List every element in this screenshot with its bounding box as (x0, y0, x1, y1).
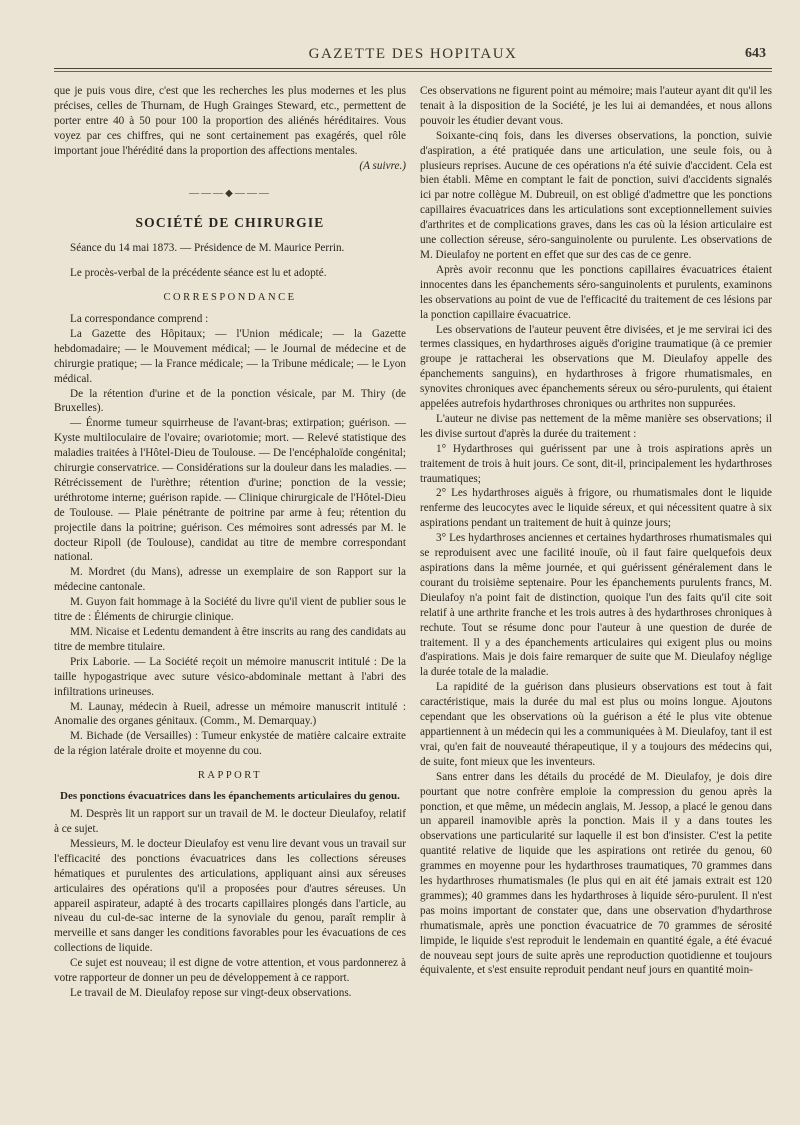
correspondence-heading: CORRESPONDANCE (163, 292, 297, 304)
rapport-heading: RAPPORT (197, 770, 263, 782)
nicaise-entry: MM. Nicaise et Ledentu demandent à être inscrits au rang des candidats au titre de membre titulaire. (54, 626, 406, 653)
paragraph-8: 3° Les hydarthroses anciennes et certaines hydarthroses rhumatismales qui se reproduisent avec une facilité inouïe, où il faut faire quelquefois deux aspirations dans la même journée, et qui guérissent généralement dans le courant du troisième septenaire. Pour les épanchements purulents francs, M. Dieulafoy n'a point fait de distinction, quoique l'un des faits qu'il cite soit relatif à une arthrite franche et les trois autres à des hydarthroses chroniques à rechute. Tout se résume donc pour l'auteur à une question de durée de traitement. Il y a des épanchements articulaires qui exigent plus ou moins d'aspirations. Mais je dois faire remarquer de suite que M. Dieulafoy néglige la durée totale de la maladie. (420, 532, 772, 679)
left-column (54, 84, 406, 1001)
mordret-entry: M. Mordret (du Mans), adresse un exemplaire de son Rapport sur la médecine cantonale. (54, 566, 406, 594)
page-number: 643 (745, 46, 766, 61)
correspondence-intro: La correspondance comprend : (70, 312, 209, 325)
header-rule (54, 68, 772, 69)
messieurs-paragraph: Messieurs, M. le docteur Dieulafoy est venu lire devant vous un travail sur l'efficacité des ponctions évacuatrices dans les collections séreuses hématiques et purulentes des articulations, appliquant ainsi aux séreuses articulaires des opérations qu'il a proposées pour d'autres séreuses. Un appareil aspirateur, adapté à des trocarts capillaires plongés dans l'article, au niveau du cul-de-sac interne de la synoviale du genou, paraît remplir à merveille et sans danger les conditions favorables pour les évacuations de ces collections de liquide. (54, 837, 406, 955)
continuation-note: (A suivre.) (359, 159, 406, 172)
paragraph-7: 2° Les hydarthroses aiguës à frigore, ou rhumatismales dont le liquide renferme des leucocytes avec le liquide séreux, et qui nécessitent quatre à six aspirations pendant un traitement de huit à quinze jours; (420, 487, 772, 530)
despres-entry: M. Desprès lit un rapport sur un travail de M. le docteur Dieulafoy, relatif à ce sujet. (54, 808, 406, 835)
minutes-line: Le procès-verbal de la précédente séance est lu et adopté. (70, 267, 327, 280)
running-head (54, 46, 772, 68)
ripoll-entry: — Énorme tumeur squirrheuse de l'avant-bras; extirpation; guérison. — Kyste multiloculaire de l'ovaire; ovariotomie; mort. — Relevé statistique des maladies traitées à l'Hôtel-Dieu de Toulouse. — De l'encéphaloïde congénital; chirurgie conservatrice. — Considérations sur la douleur dans les maladies. — Rétrécissement de l'urèthre; rétention d'urine; ponction de la vessie; uréthrotome interne; guérison rapide. — Clinique chirurgicale de l'Hôtel-Dieu de Toulouse. — Plaie pénétrante de poitrine par arme à feu; rétention du projectile dans la poitrine; guérison. Ces mémoires sont adressés par M. le docteur Ripoll (de Toulouse), candidat au titre de membre correspondant national. (54, 417, 406, 564)
bichade-entry: M. Bichade (de Versailles) : Tumeur enkystée de matière calcaire extraite de la région latérale droite et moyenne du cou. (54, 730, 406, 758)
running-title: GAZETTE DES HOPITAUX (308, 46, 518, 62)
paragraph-9: La rapidité de la guérison dans plusieurs observations est tout à fait caractéristique, mais la durée du mal est plus ou moins longue. Ajoutons cependant que les observations où la guérison a été le plus vite obtenue appartiennent à un médecin qui les a communiquées à M. Dieulafoy, tant il est vrai, qu'en fait de nouveauté thérapeutique, il y a toujours des médecins qui, de suite, font mieux que les inventeurs. (420, 681, 772, 768)
guyon-entry: M. Guyon fait hommage à la Société du livre qu'il vient de publier sous le titre de : Éléments de chirurgie clinique. (54, 596, 406, 624)
text-columns (54, 84, 772, 1001)
paragraph-5: L'auteur ne divise pas nettement de la même manière ses observations; il les divise surtout d'après la durée du traitement : (420, 412, 772, 440)
laborie-entry: Prix Laborie. — La Société reçoit un mémoire manuscrit intitulé : De la taille hypogastrique avec suture vésico-abdominale mettant à l'abri des infiltrations urineuses. (54, 655, 406, 698)
launay-entry: M. Launay, médecin à Rueil, adresse un mémoire manuscrit intitulé : Anomalie des organes génitaux. (Comm., M. Demarquay.) (54, 700, 406, 728)
continued-article-text: que je puis vous dire, c'est que les recherches les plus modernes et les plus précises, celles de Thurnam, de Hugh Grainges Steward, etc., permettent de porter entre 40 à 50 pour 100 la proportion des aliénés héréditaires. Vous voyez par ces chiffres, qui ne sont certainement pas exagérés, quel rôle important joue l'hérédité dans la proportion des affections mentales. (54, 85, 406, 157)
session-line: Séance du 14 mai 1873. — Présidence de M. Maurice Perrin. (70, 242, 345, 255)
right-column (420, 84, 772, 1001)
sujet-paragraph: Ce sujet est nouveau; il est digne de votre attention, et vous pardonnerez à votre rapporteur de donner un peu de développement à ce rapport. (54, 957, 406, 985)
header-rule-thin (54, 71, 772, 72)
journals-list: La Gazette des Hôpitaux; — l'Union médicale; — la Gazette hebdomadaire; — le Mouvement médical; — le Journal de médecine et de chirurgie pratique; — la France médicale; — la Tribune médicale; — le Lyon médical. (54, 327, 406, 385)
travail-paragraph: Le travail de M. Dieulafoy repose sur vingt-deux observations. (70, 986, 352, 999)
paragraph-1: Ces observations ne figurent point au mémoire; mais l'auteur ayant dit qu'il les tenait à la disposition de la Société, je les lui ai demandées, et nous allons pouvoir les étudier devant vous. (420, 85, 772, 127)
paragraph-2: Soixante-cinq fois, dans les diverses observations, la ponction, suivie d'aspiration, a été pratiquée dans une articulation, une seule fois, ou à plusieurs reprises. Aucune de ces opérations n'a été suivie d'accident. Cela est bien établi. Même en comptant le fait de ponction, suivi d'accidents signalés ici par notre collègue M. Dubreuil, on est obligé d'admettre que les ponctions capillaires évacuatrices dans les articulations sont exceptionnellement suivies d'arthrites et de complications graves, dans les cas où la lésion articulaire est une collection séreuse, séro-sanguinolente ou purulente. Les observations de M. Dieulafoy ne portent en effet que sur des cas de ce genre. (420, 129, 772, 261)
paragraph-3: Après avoir reconnu que les ponctions capillaires évacuatrices étaient innocentes dans les épanchements séro-sanguinolents et purulents, examinons les observations au point de vue de l'efficacité du traitement de ces lésions par la ponction capillaire évacuatrice. (420, 263, 772, 321)
paragraph-4: Les observations de l'auteur peuvent être divisées, et je me servirai ici des termes classiques, en hydarthroses aiguës d'origine traumatique (à ce premier groupe je rattacherai les observations que M. Dieulafoy appelle des épanchements sanguins), en hydarthroses à frigore rhumatismales, en synovites chroniques avec épanchements séreux ou séro-purulents, qui étaient appelées autrefois hydarthroses chroniques ou arthrites non suppurées. (420, 323, 772, 411)
paragraph-10: Sans entrer dans les détails du procédé de M. Dieulafoy, je dois dire pourtant que notre confrère emploie la compression du genou après la ponction, et que même, un médecin anglais, M. Jessop, a placé le genou dans un appareil inamovible après la ponction. Mais il y a dans toutes les observations une particularité sur laquelle il est bon d'insister. C'est la petite quantité relative de liquide que les aspirations ont retirée du genou, 60 grammes en moyenne pour les hydarthroses traumatiques, 70 grammes dans les hydarthroses rhumatismales (le plus qui en ait été jamais extrait est 120 grammes); 40 grammes dans les hydarthroses à liquide séro-purulent. Il n'est pas moins important de constater que, dans une observation d'hydarthrose rhumatismale, après une ponction évacuatrice de 70 grammes de sérosité limpide, le liquide s'est reproduit le lendemain en quantité égale, a été évacué de nouveau sept jours de suite après une reproduction quotidienne et toujours équivalente, et s'est ensuite reproduit pendant neuf jours en quantité moin- (420, 770, 772, 977)
rapport-subtitle: Des ponctions évacuatrices dans les épanchements articulaires du genou. (60, 790, 400, 803)
thiry-entry: De la rétention d'urine et de la ponction vésicale, par M. Thiry (de Bruxelles). (54, 387, 406, 415)
society-title: SOCIÉTÉ DE CHIRURGIE (135, 215, 325, 231)
ornament-divider: ———◆——— (189, 188, 271, 200)
paragraph-6: 1° Hydarthroses qui guérissent par une à trois aspirations après un traitement de trois à huit jours. Ce sont, dit-il, principalement les hydarthroses traumatiques; (420, 442, 772, 485)
